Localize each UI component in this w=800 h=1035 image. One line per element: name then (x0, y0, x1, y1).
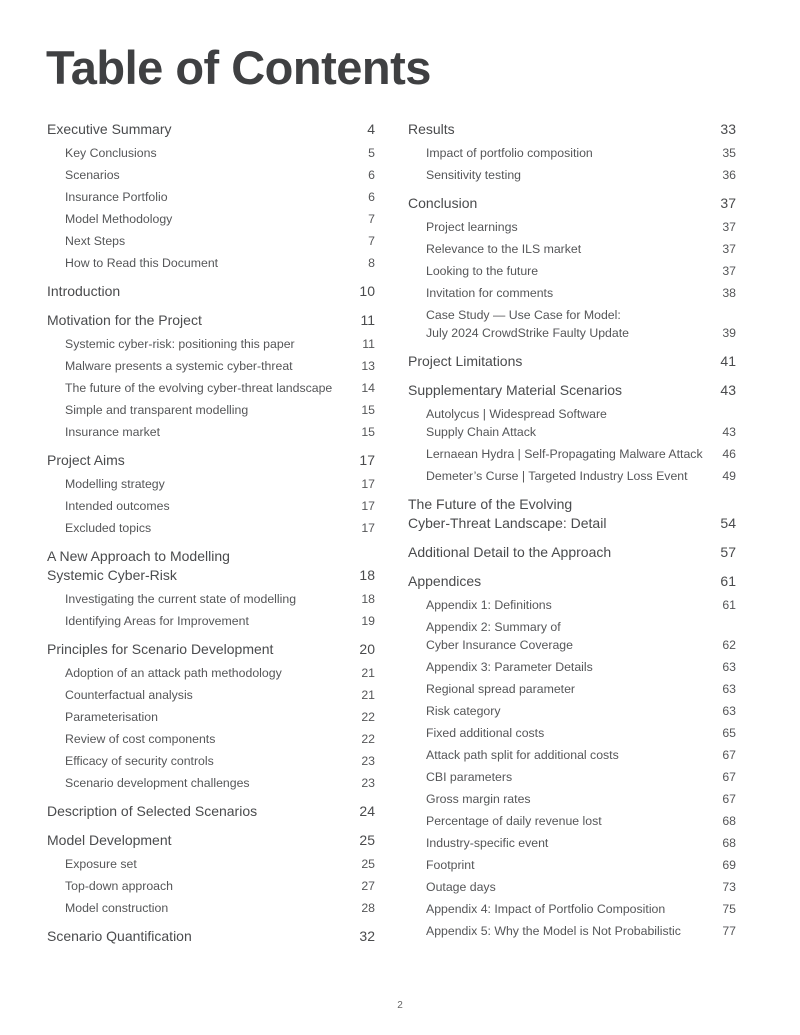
toc-entry-page: 11 (360, 312, 375, 328)
toc-entry-label: Lernaean Hydra | Self-Propagating Malware Attack (426, 447, 703, 461)
toc-subsection-entry[interactable] (47, 612, 375, 630)
toc-entry-label: Appendices (408, 573, 482, 589)
toc-entry-page: 67 (722, 748, 736, 762)
toc-subsection-entry[interactable] (408, 658, 736, 676)
toc-entry-page: 25 (359, 832, 375, 848)
toc-entry-label: Fixed additional costs (426, 726, 545, 740)
toc-entry-label: Appendix 1: Definitions (426, 598, 552, 612)
toc-entry-label: Autolycus | Widespread Software Supply Chain Attack (426, 407, 607, 439)
toc-subsection-entry[interactable] (47, 590, 375, 608)
toc-entry-page: 21 (361, 688, 375, 702)
toc-entry-page: 62 (722, 638, 736, 652)
toc-entry-page: 37 (722, 242, 736, 256)
toc-entry-page: 17 (361, 521, 375, 535)
toc-subsection-entry[interactable] (408, 790, 736, 808)
toc-entry-label: Attack path split for additional costs (426, 748, 619, 762)
toc-section-entry[interactable] (47, 311, 375, 330)
toc-section-entry[interactable] (408, 352, 736, 371)
toc-section-entry[interactable] (47, 802, 375, 821)
toc-entry-page: 63 (722, 660, 736, 674)
toc-subsection-entry[interactable] (47, 708, 375, 726)
toc-entry-page: 28 (361, 901, 375, 915)
toc-entry-page: 11 (362, 337, 375, 351)
toc-entry-label: Impact of portfolio composition (426, 146, 593, 160)
toc-entry-page: 17 (361, 477, 375, 491)
toc-entry-page: 38 (722, 286, 736, 300)
toc-subsection-entry[interactable] (47, 144, 375, 162)
toc-entry-label: Case Study — Use Case for Model: July 2024 CrowdStrike Faulty Update (426, 308, 629, 340)
toc-entry-page: 77 (722, 924, 736, 938)
toc-entry-label: Top-down approach (65, 879, 174, 893)
toc-entry-page: 18 (359, 567, 375, 583)
toc-entry-page: 67 (722, 770, 736, 784)
toc-entry-page: 61 (722, 598, 736, 612)
toc-entry-page: 57 (720, 544, 736, 560)
toc-subsection-entry[interactable] (408, 618, 736, 654)
toc-entry-page: 18 (361, 592, 375, 606)
toc-entry-page: 43 (722, 425, 736, 439)
toc-entry-page: 27 (361, 879, 375, 893)
toc-column-left (47, 120, 375, 946)
toc-entry-label: How to Read this Document (65, 256, 219, 270)
toc-subsection-entry[interactable] (47, 686, 375, 704)
toc-section-entry[interactable] (408, 194, 736, 213)
toc-subsection-entry[interactable] (47, 232, 375, 250)
toc-subsection-entry[interactable] (408, 240, 736, 258)
toc-entry-label: Executive Summary (47, 121, 172, 137)
toc-subsection-entry[interactable] (408, 218, 736, 236)
toc-entry-page: 69 (722, 858, 736, 872)
toc-entry-label: Footprint (426, 858, 475, 872)
toc-entry-page: 23 (361, 776, 375, 790)
toc-entry-page: 6 (368, 168, 375, 182)
toc-entry-label: Industry-specific event (426, 836, 549, 850)
toc-entry-label: Key Conclusions (65, 146, 157, 160)
toc-entry-label: Appendix 3: Parameter Details (426, 660, 593, 674)
toc-entry-label: Additional Detail to the Approach (408, 544, 612, 560)
toc-subsection-entry[interactable] (47, 664, 375, 682)
toc-entry-page: 73 (722, 880, 736, 894)
toc-entry-label: Investigating the current state of modelling (65, 592, 297, 606)
page-number: 2 (397, 1000, 403, 1011)
toc-entry-page: 68 (722, 836, 736, 850)
toc-subsection-entry[interactable] (47, 254, 375, 272)
toc-entry-label: Scenarios (65, 168, 120, 182)
toc-section-entry[interactable] (47, 282, 375, 301)
toc-section-entry[interactable] (47, 120, 375, 139)
toc-entry-label: Insurance market (65, 425, 161, 439)
toc-entry-page: 37 (722, 220, 736, 234)
toc-entry-page: 5 (368, 146, 375, 160)
toc-entry-page: 37 (722, 264, 736, 278)
toc-entry-label: Sensitivity testing (426, 168, 522, 182)
toc-entry-page: 23 (361, 754, 375, 768)
toc-entry-label: Identifying Areas for Improvement (65, 614, 249, 628)
toc-entry-label: Simple and transparent modelling (65, 403, 249, 417)
toc-entry-label: Percentage of daily revenue lost (426, 814, 602, 828)
toc-entry-page: 6 (368, 190, 375, 204)
toc-entry-page: 65 (722, 726, 736, 740)
toc-subsection-entry[interactable] (408, 812, 736, 830)
toc-subsection-entry[interactable] (47, 877, 375, 895)
toc-subsection-entry[interactable] (47, 401, 375, 419)
toc-subsection-entry[interactable] (47, 519, 375, 537)
toc-entry-label: Gross margin rates (426, 792, 531, 806)
toc-entry-page: 39 (722, 326, 736, 340)
toc-entry-page: 7 (368, 212, 375, 226)
toc-entry-label: Introduction (47, 283, 121, 299)
toc-entry-label: Regional spread parameter (426, 682, 576, 696)
toc-entry-label: Model Methodology (65, 212, 173, 226)
toc-entry-label: Efficacy of security controls (65, 754, 214, 768)
toc-entry-page: 15 (361, 425, 375, 439)
toc-subsection-entry[interactable] (47, 357, 375, 375)
toc-section-entry[interactable] (408, 572, 736, 591)
toc-entry-label: Project Aims (47, 452, 125, 468)
toc-subsection-entry[interactable] (408, 262, 736, 280)
toc-entry-page: 37 (720, 195, 736, 211)
toc-subsection-entry[interactable] (408, 900, 736, 918)
toc-subsection-entry[interactable] (408, 724, 736, 742)
toc-entry-page: 24 (359, 803, 375, 819)
toc-subsection-entry[interactable] (47, 423, 375, 441)
toc-subsection-entry[interactable] (47, 166, 375, 184)
toc-entry-label: Counterfactual analysis (65, 688, 193, 702)
toc-entry-page: 20 (359, 641, 375, 657)
toc-entry-label: Conclusion (408, 195, 478, 211)
toc-entry-page: 14 (361, 381, 375, 395)
toc-entry-page: 41 (720, 353, 736, 369)
toc-subsection-entry[interactable] (408, 856, 736, 874)
toc-entry-label: Parameterisation (65, 710, 158, 724)
toc-entry-page: 19 (361, 614, 375, 628)
toc-section-entry[interactable] (47, 451, 375, 470)
toc-subsection-entry[interactable] (47, 188, 375, 206)
toc-entry-label: Exposure set (65, 857, 137, 871)
toc-subsection-entry[interactable] (47, 497, 375, 515)
toc-entry-label: The future of the evolving cyber-threat landscape (65, 381, 333, 395)
toc-section-entry[interactable] (47, 640, 375, 659)
toc-entry-label: Invitation for comments (426, 286, 554, 300)
toc-entry-label: A New Approach to Modelling Systemic Cyber-Risk (47, 548, 230, 583)
toc-subsection-entry[interactable] (47, 899, 375, 917)
toc-section-entry[interactable] (47, 547, 375, 585)
toc-subsection-entry[interactable] (408, 144, 736, 162)
toc-entry-label: Principles for Scenario Development (47, 641, 274, 657)
toc-entry-label: Excluded topics (65, 521, 152, 535)
toc-entry-page: 4 (367, 121, 375, 137)
toc-subsection-entry[interactable] (47, 855, 375, 873)
toc-section-entry[interactable] (408, 543, 736, 562)
toc-entry-label: Adoption of an attack path methodology (65, 666, 282, 680)
toc-entry-page: 15 (361, 403, 375, 417)
toc-entry-page: 17 (361, 499, 375, 513)
toc-entry-label: CBI parameters (426, 770, 513, 784)
toc-subsection-entry[interactable] (408, 702, 736, 720)
toc-entry-label: Scenario development challenges (65, 776, 250, 790)
toc-subsection-entry[interactable] (408, 746, 736, 764)
toc-entry-page: 46 (722, 447, 736, 461)
toc-entry-page: 75 (722, 902, 736, 916)
toc-entry-page: 63 (722, 682, 736, 696)
toc-entry-label: Insurance Portfolio (65, 190, 168, 204)
toc-entry-page: 21 (361, 666, 375, 680)
toc-entry-page: 68 (722, 814, 736, 828)
toc-entry-label: Project learnings (426, 220, 518, 234)
toc-subsection-entry[interactable] (408, 596, 736, 614)
toc-entry-label: Systemic cyber-risk: positioning this paper (65, 337, 295, 351)
toc-entry-label: Risk category (426, 704, 501, 718)
toc-entry-label: Intended outcomes (65, 499, 170, 513)
toc-entry-label: Outage days (426, 880, 496, 894)
toc-entry-page: 22 (361, 732, 375, 746)
toc-subsection-entry[interactable] (47, 475, 375, 493)
toc-column-right (408, 120, 736, 940)
toc-subsection-entry[interactable] (47, 210, 375, 228)
toc-subsection-entry[interactable] (408, 445, 736, 463)
toc-section-entry[interactable] (408, 495, 736, 533)
toc-section-entry[interactable] (408, 381, 736, 400)
toc-entry-page: 43 (720, 382, 736, 398)
toc-entry-page: 32 (359, 928, 375, 944)
toc-entry-label: Supplementary Material Scenarios (408, 382, 622, 398)
toc-entry-label: Results (408, 121, 455, 137)
toc-entry-page: 67 (722, 792, 736, 806)
toc-subsection-entry[interactable] (408, 922, 736, 940)
toc-subsection-entry[interactable] (408, 768, 736, 786)
toc-entry-page: 7 (368, 234, 375, 248)
toc-entry-label: Malware presents a systemic cyber-threat (65, 359, 293, 373)
toc-entry-label: Appendix 5: Why the Model is Not Probabilistic (426, 924, 681, 938)
toc-entry-page: 36 (722, 168, 736, 182)
toc-entry-label: Appendix 4: Impact of Portfolio Composition (426, 902, 666, 916)
toc-entry-label: Next Steps (65, 234, 126, 248)
toc-entry-label: Description of Selected Scenarios (47, 803, 258, 819)
toc-entry-label: Looking to the future (426, 264, 539, 278)
toc-entry-label: Relevance to the ILS market (426, 242, 582, 256)
toc-subsection-entry[interactable] (408, 284, 736, 302)
toc-subsection-entry[interactable] (47, 774, 375, 792)
toc-entry-label: The Future of the Evolving Cyber-Threat Landscape: Detail (408, 496, 607, 531)
toc-subsection-entry[interactable] (47, 335, 375, 353)
toc-entry-label: Project Limitations (408, 353, 523, 369)
toc-entry-label: Modelling strategy (65, 477, 165, 491)
toc-entry-page: 25 (361, 857, 375, 871)
toc-entry-label: Demeter’s Curse | Targeted Industry Loss Event (426, 469, 688, 483)
toc-subsection-entry[interactable] (408, 405, 736, 441)
toc-subsection-entry[interactable] (408, 834, 736, 852)
toc-entry-page: 17 (359, 452, 375, 468)
toc-entry-page: 35 (722, 146, 736, 160)
toc-section-entry[interactable] (408, 120, 736, 139)
toc-subsection-entry[interactable] (408, 878, 736, 896)
toc-entry-label: Model Development (47, 832, 172, 848)
toc-subsection-entry[interactable] (408, 306, 736, 342)
toc-entry-page: 8 (368, 256, 375, 270)
toc-entry-page: 10 (359, 283, 375, 299)
toc-entry-label: Scenario Quantification (47, 928, 192, 944)
toc-subsection-entry[interactable] (47, 752, 375, 770)
toc-entry-page: 33 (720, 121, 736, 137)
toc-entry-label: Review of cost components (65, 732, 216, 746)
toc-entry-label: Model construction (65, 901, 169, 915)
toc-entry-page: 54 (720, 515, 736, 531)
page-title: Table of Contents (46, 41, 431, 94)
toc-entry-label: Motivation for the Project (47, 312, 202, 328)
toc-entry-page: 13 (361, 359, 375, 373)
toc-entry-page: 61 (720, 573, 736, 589)
toc-section-entry[interactable] (47, 927, 375, 946)
toc-subsection-entry[interactable] (408, 680, 736, 698)
toc-subsection-entry[interactable] (408, 166, 736, 184)
toc-entry-page: 63 (722, 704, 736, 718)
toc-entry-page: 49 (722, 469, 736, 483)
toc-subsection-entry[interactable] (47, 379, 375, 397)
toc-section-entry[interactable] (47, 831, 375, 850)
toc-entry-page: 22 (361, 710, 375, 724)
toc-subsection-entry[interactable] (408, 467, 736, 485)
toc-entry-label: Appendix 2: Summary of Cyber Insurance Coverage (426, 620, 573, 652)
toc-subsection-entry[interactable] (47, 730, 375, 748)
